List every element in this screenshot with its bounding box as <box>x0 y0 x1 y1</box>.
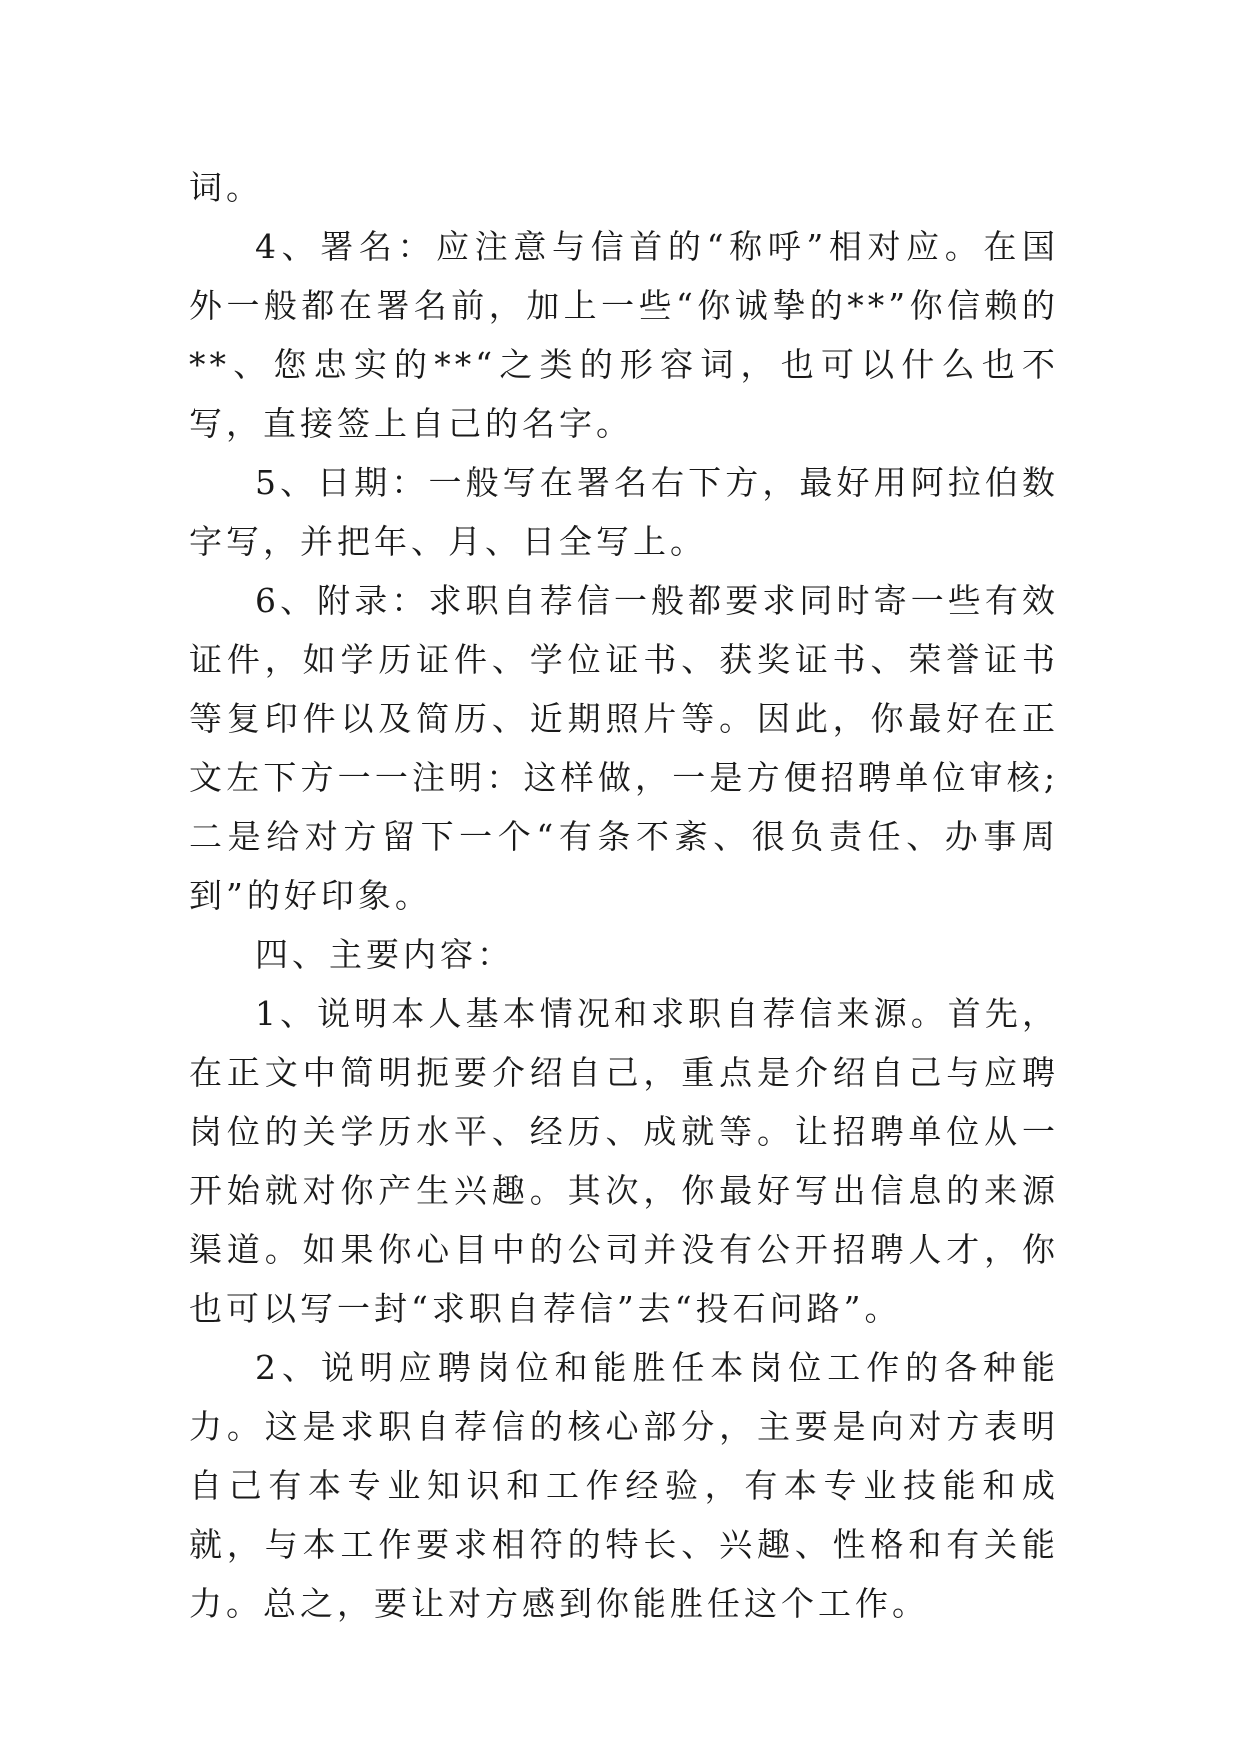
paragraph-continuation: 词。 <box>189 168 263 207</box>
paragraph-date: 5、日期：一般写在署名右下方，最好用阿拉伯数字写，并把年、月、日全写上。 <box>189 463 1059 561</box>
body-text <box>189 158 1059 1633</box>
paragraph-basic-info: 1、说明本人基本情况和求职自荐信来源。首先，在正文中简明扼要介绍自己，重点是介绍自己与应聘岗位的关学历水平、经历、成就等。让招聘单位从一开始就对你产生兴趣。其次，你最好写出信息的来源渠道。如果你心目中的公司并没有公开招聘人才，你也可以写一封“求职自荐信”去“投石问路”。 <box>189 994 1059 1328</box>
paragraph-signature: 4、署名：应注意与信首的“称呼”相对应。在国外一般都在署名前，加上一些“你诚挚的**”你信赖的**、您忠实的**“之类的形容词，也可以什么也不写，直接签上自己的名字。 <box>189 227 1059 443</box>
paragraph-appendix: 6、附录：求职自荐信一般都要求同时寄一些有效证件，如学历证件、学位证书、获奖证书、荣誉证书等复印件以及简历、近期照片等。因此，你最好在正文左下方一一注明：这样做，一是方便招聘单位审核;二是给对方留下一个“有条不紊、很负责任、办事周到”的好印象。 <box>189 581 1059 915</box>
paragraph-abilities: 2、说明应聘岗位和能胜任本岗位工作的各种能力。这是求职自荐信的核心部分，主要是向对方表明自己有本专业知识和工作经验，有本专业技能和成就，与本工作要求相符的特长、兴趣、性格和有关能力。总之，要让对方感到你能胜任这个工作。 <box>189 1348 1059 1623</box>
section-heading-main-content: 四、主要内容： <box>255 935 514 974</box>
